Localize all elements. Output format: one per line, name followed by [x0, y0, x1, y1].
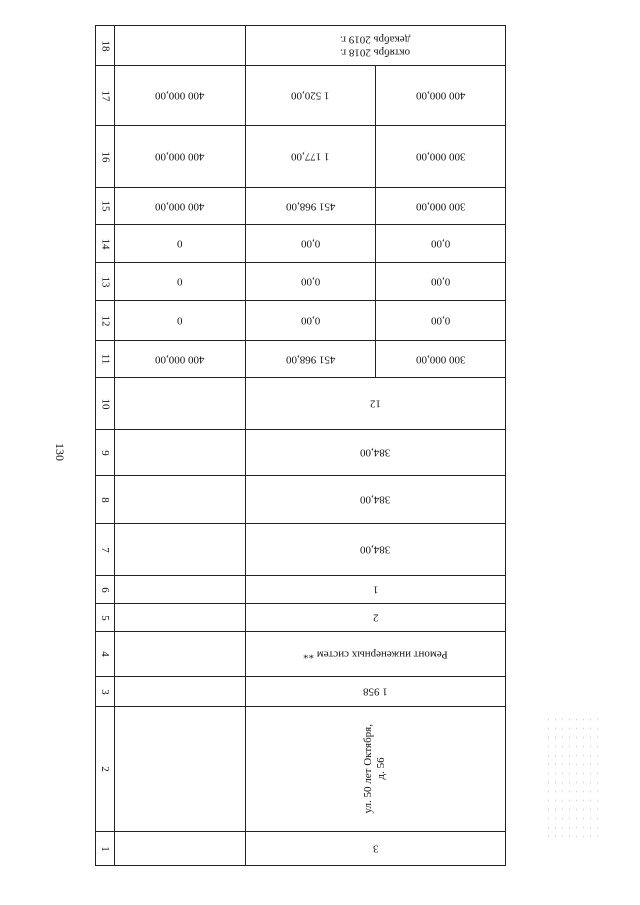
scan-artifact: [545, 715, 600, 840]
column-number-6: 6: [96, 576, 115, 604]
cell-8-empty: [115, 476, 246, 524]
cell-2-empty: [115, 707, 246, 832]
cell-14-c: 0: [115, 225, 246, 263]
cell-9-empty: [115, 430, 246, 476]
cell-17-a: 400 000,00: [376, 66, 506, 126]
cell-5-empty: [115, 604, 246, 632]
table-row: [96, 66, 506, 126]
cell-6-value: 1: [246, 576, 506, 604]
column-number-3: 3: [96, 677, 115, 707]
cell-18-empty: [115, 26, 246, 66]
table-row: [96, 430, 506, 476]
table-row: [96, 677, 506, 707]
cell-7-value: 384,00: [246, 524, 506, 576]
column-number-17: 17: [96, 66, 115, 126]
cell-4-empty: [115, 632, 246, 677]
cell-13-c: 0: [115, 263, 246, 301]
table-row: [96, 188, 506, 225]
cell-17-c: 400 000,00: [115, 66, 246, 126]
cell-12-b: 0,00: [246, 301, 376, 341]
cell-16-a: 300 000,00: [376, 126, 506, 188]
column-number-4: 4: [96, 632, 115, 677]
cell-15-c: 400 000,00: [115, 188, 246, 225]
column-number-18: 18: [96, 26, 115, 66]
page-number: 130: [53, 443, 68, 461]
table-row: [96, 301, 506, 341]
cell-16-b: 1 177,00: [246, 126, 376, 188]
cell-15-a: 300 000,00: [376, 188, 506, 225]
cell-1-empty: [115, 832, 246, 866]
cell-17-b: 1 520,00: [246, 66, 376, 126]
table-row: [96, 632, 506, 677]
cell-3-year: 1 958: [246, 677, 506, 707]
cell-10-empty: [115, 378, 246, 430]
cell-14-b: 0,00: [246, 225, 376, 263]
column-number-14: 14: [96, 225, 115, 263]
column-number-9: 9: [96, 430, 115, 476]
cell-6-empty: [115, 576, 246, 604]
column-number-11: 11: [96, 341, 115, 378]
table-row: [96, 476, 506, 524]
table-row: [96, 832, 506, 866]
column-number-16: 16: [96, 126, 115, 188]
cell-16-c: 400 000,00: [115, 126, 246, 188]
cell-12-c: 0: [115, 301, 246, 341]
cell-2-address: ул. 50 лет Октября, д. 56: [246, 707, 506, 832]
cell-9-value: 384,00: [246, 430, 506, 476]
cell-18-period: октябрь 2018 г. декабрь 2019 г.: [246, 26, 506, 66]
column-number-13: 13: [96, 263, 115, 301]
column-number-1: 1: [96, 832, 115, 866]
table-row: [96, 707, 506, 832]
cell-12-a: 0,00: [376, 301, 506, 341]
cell-5-value: 2: [246, 604, 506, 632]
table-row: [96, 126, 506, 188]
column-number-2: 2: [96, 707, 115, 832]
cell-4-work-type: Ремонт инженерных систем **: [246, 632, 506, 677]
cell-13-a: 0,00: [376, 263, 506, 301]
cell-11-b: 451 968,00: [246, 341, 376, 378]
column-number-15: 15: [96, 188, 115, 225]
table-row: [96, 263, 506, 301]
table-row: [96, 341, 506, 378]
column-number-8: 8: [96, 476, 115, 524]
column-number-12: 12: [96, 301, 115, 341]
cell-13-b: 0,00: [246, 263, 376, 301]
cell-10-value: 12: [246, 378, 506, 430]
works-table: [95, 25, 506, 866]
table-row: [96, 225, 506, 263]
table-row: [96, 378, 506, 430]
table-row: [96, 604, 506, 632]
cell-15-b: 451 968,00: [246, 188, 376, 225]
cell-11-c: 400 000,00: [115, 341, 246, 378]
table-row: [96, 524, 506, 576]
column-number-7: 7: [96, 524, 115, 576]
column-number-5: 5: [96, 604, 115, 632]
table-row: [96, 576, 506, 604]
cell-11-a: 300 000,00: [376, 341, 506, 378]
cell-1-index: 3: [246, 832, 506, 866]
cell-14-a: 0,00: [376, 225, 506, 263]
cell-7-empty: [115, 524, 246, 576]
table-row: [96, 26, 506, 66]
cell-3-empty: [115, 677, 246, 707]
column-number-10: 10: [96, 378, 115, 430]
cell-8-value: 384,00: [246, 476, 506, 524]
